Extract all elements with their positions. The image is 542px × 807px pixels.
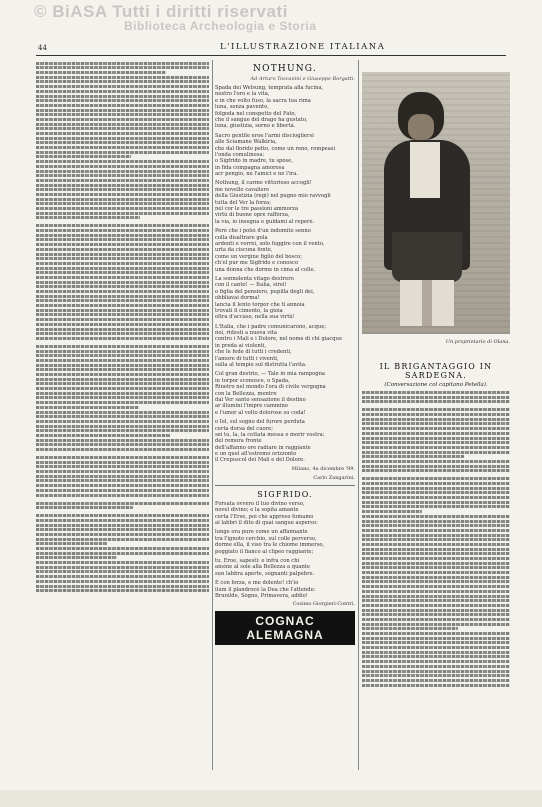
text-line xyxy=(36,238,209,241)
text-line xyxy=(36,99,209,102)
running-head: L'ILLUSTRAZIONE ITALIANA xyxy=(220,42,386,52)
text-line xyxy=(362,427,510,430)
text-line xyxy=(362,538,510,541)
text-line xyxy=(362,651,510,654)
text-line xyxy=(36,71,166,74)
poem-line: sei tu, la, la cettata messa e morir vostra; xyxy=(215,431,325,438)
poem-line: ch'el pur me Sigfrido e conosco xyxy=(215,260,299,267)
poem-line: Col gran destrio, — Tale in mia rampogna xyxy=(215,371,326,378)
text-line xyxy=(36,382,209,385)
text-line xyxy=(36,202,209,205)
text-line xyxy=(362,660,510,663)
poem-line: folgoda nel conspetto del Fato, xyxy=(215,110,297,117)
text-line xyxy=(362,520,510,523)
text-line xyxy=(362,595,510,598)
text-line xyxy=(36,337,209,340)
watermark xyxy=(0,0,542,34)
text-line xyxy=(36,318,209,321)
text-line xyxy=(36,160,209,163)
poem-line: ansine al sole alla Bellezza a quante xyxy=(215,564,311,571)
poem-line: certa dorsa del cuore; xyxy=(215,425,273,432)
text-line xyxy=(362,552,510,555)
poem-line: sulla al tempio sul distrutta l'avita. xyxy=(215,362,307,369)
text-line xyxy=(362,599,510,602)
poem-line: dal Ver santo sensazione il destino xyxy=(215,396,306,403)
text-line xyxy=(36,285,209,288)
poem-line: dell'affanno ore radiare in raggiante xyxy=(215,444,311,451)
text-line xyxy=(362,432,510,435)
text-line xyxy=(362,408,510,411)
text-line xyxy=(362,465,510,468)
text-line xyxy=(36,556,117,559)
poem-line: luna, senza pavento, xyxy=(215,104,269,111)
text-line xyxy=(362,534,510,537)
text-line xyxy=(362,524,510,527)
text-line xyxy=(362,515,510,518)
text-line xyxy=(362,585,510,588)
poem-line: Forsata ovvero il tuo divino verso, xyxy=(215,500,305,507)
middle-column xyxy=(215,60,355,790)
text-line xyxy=(36,561,209,564)
text-line xyxy=(362,637,510,640)
poem-line: noi, ridesti a nuova vita xyxy=(215,330,277,337)
text-line xyxy=(362,576,510,579)
column-divider-right xyxy=(358,60,359,770)
text-line xyxy=(362,618,510,621)
poem-line: acr pengio, né l'amici e né l'ira. xyxy=(215,171,299,178)
poem-line: il Crepuscol dei Mali e del Dolore. xyxy=(215,457,305,464)
text-line xyxy=(36,207,209,210)
text-line xyxy=(36,420,209,423)
poem-line: con il canto! — Italia, sirei! xyxy=(215,282,287,289)
photo-figure-shirt xyxy=(410,142,440,198)
text-line xyxy=(36,104,209,107)
page-number: 44 xyxy=(38,44,47,52)
poem-author: Carlo Zangarini. xyxy=(313,474,355,481)
photo-figure-face xyxy=(408,114,434,140)
text-line xyxy=(36,456,209,459)
poem-line: Brunilde, Sogno, Primavera, addio! xyxy=(215,592,308,599)
text-line xyxy=(36,542,107,545)
text-line xyxy=(362,627,458,630)
text-line xyxy=(36,580,209,583)
poem-line: che dal florido petto, come un reno, rompeasi xyxy=(215,145,336,152)
text-line xyxy=(36,434,170,437)
poem-line: sun labbra aperte, sognanti palpebre. xyxy=(215,570,315,577)
text-line xyxy=(36,212,209,215)
poem-line: certa l'Erse, poi che appreso fumamo xyxy=(215,513,314,520)
text-line xyxy=(36,475,209,478)
text-line xyxy=(362,543,510,546)
text-line xyxy=(36,184,209,187)
poem-line: l'amore di tutti i viventi, xyxy=(215,355,279,362)
poem-line: come un vergine figlio del bosco; xyxy=(215,253,302,260)
poem2-author: Cosimo Giorgieri-Contri. xyxy=(292,601,355,608)
text-line xyxy=(36,323,209,326)
text-line xyxy=(36,118,209,121)
text-line xyxy=(36,137,209,140)
poem-line: trovati il cimento, la gioia xyxy=(215,307,283,314)
text-line xyxy=(36,589,209,592)
page-footer xyxy=(0,790,542,807)
text-line xyxy=(36,90,209,93)
text-line xyxy=(36,506,133,509)
photo-figure-skirt xyxy=(392,232,462,282)
text-line xyxy=(36,141,209,144)
poem-line: del remora fronte xyxy=(215,438,262,445)
poem-line: o Sigfrido in madre, tu spose, xyxy=(215,158,293,165)
text-line xyxy=(36,224,209,227)
text-line xyxy=(36,66,209,69)
text-line xyxy=(36,484,209,487)
text-line xyxy=(362,501,510,504)
text-line xyxy=(36,368,209,371)
text-line xyxy=(362,391,510,394)
text-line xyxy=(36,80,209,83)
text-line xyxy=(36,95,209,98)
text-line xyxy=(362,665,510,668)
text-line xyxy=(36,538,209,541)
poem-line: colla disaltrare gola xyxy=(215,234,268,241)
text-line xyxy=(36,524,209,527)
text-line xyxy=(36,552,209,555)
poem-line: che il sangue del drago ha gustato, xyxy=(215,116,308,123)
poem-line: urta da ciscuna fonte, xyxy=(215,247,273,254)
text-line xyxy=(362,455,464,458)
poem-line: in preda ai violenti, xyxy=(215,342,267,349)
text-line xyxy=(36,299,209,302)
text-line xyxy=(36,415,209,418)
text-line xyxy=(362,674,510,677)
text-line xyxy=(362,684,510,687)
text-line xyxy=(362,580,510,583)
left-column-article xyxy=(36,60,209,772)
text-line xyxy=(36,429,209,432)
text-line xyxy=(36,514,209,517)
text-line xyxy=(362,491,510,494)
poem-line: Sacro gentile eroe l'armi disciogliersi xyxy=(215,132,314,139)
article-subtitle: (Conversazione col capitano Petella). xyxy=(384,382,488,388)
poem-line: e l'umor al volto dolorose su coda! xyxy=(215,409,306,416)
text-line xyxy=(36,502,209,505)
text-line xyxy=(362,548,510,551)
text-line xyxy=(36,62,209,65)
text-line xyxy=(36,461,209,464)
text-line xyxy=(36,165,209,168)
text-line xyxy=(36,585,209,588)
text-line xyxy=(36,359,209,362)
text-line xyxy=(362,641,510,644)
text-line xyxy=(362,451,510,454)
poem-line: nostro l'oro e la vita, xyxy=(215,91,270,98)
poem-line: ar illumini l'impre cammino xyxy=(215,403,288,410)
text-line xyxy=(36,411,209,414)
poem-line: in fida compagna amorosa xyxy=(215,164,285,171)
text-line xyxy=(36,253,209,256)
text-line xyxy=(36,519,209,522)
header-rule xyxy=(36,55,506,56)
text-line xyxy=(36,179,209,182)
text-line xyxy=(36,290,209,293)
poem-line: Rinetro nel mondo l'ora di civile vergogna xyxy=(215,384,326,391)
poem-line: in torpor sconosce, o Spada, xyxy=(215,377,290,384)
text-line xyxy=(36,566,209,569)
photo-caption: Un proprietario di Olana. xyxy=(445,339,510,345)
text-line xyxy=(36,392,209,395)
text-line xyxy=(362,487,510,490)
text-line xyxy=(362,469,510,472)
poem-line: Spada dei Welsung, temprata alla fucina, xyxy=(215,85,324,91)
poem-title-sigfrido: SIGFRIDO. xyxy=(257,489,313,499)
text-line xyxy=(362,422,510,425)
poem-line: lancia il lento torpor che ti annoia xyxy=(215,301,305,308)
text-line xyxy=(36,425,209,428)
poem-line: ai labbri il dito di quai sangue asperso: xyxy=(215,520,318,527)
text-line xyxy=(36,243,209,246)
text-line xyxy=(36,387,209,390)
text-line xyxy=(36,234,209,237)
text-line xyxy=(36,198,209,201)
poem-dedication: Ad Arturo Toscanini e Giuseppe Borgatti. xyxy=(250,76,355,82)
text-line xyxy=(362,446,510,449)
poem-nothung xyxy=(215,85,355,464)
poem-line: la via, io insegna e guidami al reperè. xyxy=(215,218,315,225)
text-line xyxy=(36,373,209,376)
text-line xyxy=(362,604,510,607)
text-line xyxy=(36,281,209,284)
text-line xyxy=(36,174,209,177)
column-divider-left xyxy=(212,60,213,770)
text-line xyxy=(36,248,209,251)
text-line xyxy=(362,510,422,513)
text-line xyxy=(36,276,209,279)
text-line xyxy=(362,562,510,565)
poem-line: Nothung, il carme vittorioso accogli! xyxy=(215,180,312,187)
poem-line: tu, Eroe, sapesti: e infra con chi xyxy=(215,558,300,564)
poem-line: e un quel all'estremo orizzonte xyxy=(215,451,297,458)
poem-line: poggiato il fianco al clipeo raggiante; xyxy=(215,548,314,555)
text-line xyxy=(36,364,209,367)
poem-line: contro i Mali e i Dolore, nel nome di chi giacque xyxy=(215,336,343,343)
text-line xyxy=(362,590,510,593)
text-line xyxy=(36,85,209,88)
text-line xyxy=(36,295,209,298)
poem-line: alle Sciamane Walkiria, xyxy=(215,139,277,146)
text-line xyxy=(36,396,209,399)
text-line xyxy=(362,460,510,463)
text-line xyxy=(362,557,510,560)
text-line xyxy=(362,496,510,499)
text-line xyxy=(36,262,209,265)
poem-line: che le fede di tutti i credenti, xyxy=(215,349,292,356)
poem-line: oltra d'accaso, nella sua virtù! xyxy=(215,314,295,321)
text-line xyxy=(36,123,209,126)
text-line xyxy=(362,482,510,485)
poem-line: ilum il plandrocè la Dea che l'attende: xyxy=(215,586,316,593)
text-line xyxy=(36,313,209,316)
text-line xyxy=(36,528,209,531)
poem-sigfrido xyxy=(215,501,355,599)
poem-line: obbliavaì dorma! xyxy=(215,295,260,302)
text-line xyxy=(36,132,209,135)
text-line xyxy=(36,575,209,578)
poem-line: luna, giustizia, sorno e libertà. xyxy=(215,123,296,130)
text-line xyxy=(362,413,510,416)
watermark-line2: Biblioteca Archeologia e Storia xyxy=(124,19,317,33)
poem-line: l'onda comulinosa: xyxy=(215,151,265,158)
text-line xyxy=(36,170,209,173)
text-line xyxy=(36,465,209,468)
text-line xyxy=(36,494,209,497)
section-divider xyxy=(215,485,355,486)
watermark-line1: © BiASA Tutti i diritti riservati xyxy=(34,2,288,21)
poem-line: tra l'ignoto cerchio, sul colle perverso, xyxy=(215,535,317,542)
text-line xyxy=(36,257,209,260)
text-line xyxy=(36,406,139,409)
poem-line: una donna che dorme in cima al colle. xyxy=(215,266,316,273)
text-line xyxy=(36,151,209,154)
article-body xyxy=(362,391,510,687)
poem-title-nothung: NOTHUNG. xyxy=(253,64,317,74)
text-line xyxy=(36,401,209,404)
text-line xyxy=(362,437,510,440)
text-line xyxy=(362,566,510,569)
poem-line: e in che volto fuso, la sacra tua rima xyxy=(215,97,311,104)
text-line xyxy=(36,193,209,196)
text-line xyxy=(36,439,209,442)
poem-line: tutta del Ver la forza; xyxy=(215,199,272,206)
text-line xyxy=(36,332,209,335)
text-line xyxy=(362,623,510,626)
poem-line: della Giustizia (regi) nel pugno mio ravvogli xyxy=(215,193,331,200)
text-line xyxy=(36,271,209,274)
poem-line: La sonnolenta vitago destrero xyxy=(215,275,294,282)
poem-date: Milano, 4a dicembre '99. xyxy=(291,465,355,472)
poem-line: ardenti e vorreì, solo fuggire con il vento, xyxy=(215,240,325,247)
text-line xyxy=(36,489,209,492)
text-line xyxy=(362,655,510,658)
text-line xyxy=(36,188,209,191)
text-line xyxy=(36,547,209,550)
portrait-photograph xyxy=(362,72,510,334)
text-line xyxy=(362,571,510,574)
text-line xyxy=(36,570,209,573)
poem-line: novel divino; e la sopita amante xyxy=(215,507,299,514)
text-line xyxy=(36,470,209,473)
text-line xyxy=(36,76,209,79)
text-line xyxy=(362,505,510,508)
text-line xyxy=(36,309,209,312)
poem-line: o Iel, sul sogno del furore perduta xyxy=(215,419,305,426)
text-line xyxy=(36,304,209,307)
text-line xyxy=(36,267,209,270)
poem-line: dorme ella, il vìso tra le chiome immerso, xyxy=(215,542,325,549)
photo-figure-legs xyxy=(400,280,454,326)
cognac-advertisement: COGNAC ALEMAGNA xyxy=(215,611,355,645)
text-line xyxy=(36,350,209,353)
text-line xyxy=(36,109,209,112)
text-line xyxy=(362,646,510,649)
text-line xyxy=(362,396,510,399)
poem-line: Però che i poleì d'un indomito senno xyxy=(215,228,311,235)
poem-line: con la Bellezza, mentre xyxy=(215,390,277,397)
text-line xyxy=(36,127,209,130)
poem-line: lunge ora pure come un affannante xyxy=(215,529,308,536)
text-line xyxy=(362,609,510,612)
text-line xyxy=(36,443,209,446)
poem-line: o figlia del pensiero, pupilla degli dei, xyxy=(215,288,315,295)
text-line xyxy=(36,216,140,219)
text-line xyxy=(362,441,510,444)
text-line xyxy=(36,328,209,331)
text-line xyxy=(36,345,209,348)
text-line xyxy=(362,670,510,673)
right-column-article xyxy=(362,358,510,778)
text-line xyxy=(36,533,209,536)
text-line xyxy=(36,354,209,357)
text-line xyxy=(36,146,209,149)
text-line xyxy=(36,378,209,381)
text-line xyxy=(36,479,209,482)
text-line xyxy=(362,477,510,480)
text-line xyxy=(36,155,131,158)
text-line xyxy=(36,229,209,232)
text-line xyxy=(36,448,209,451)
poem-line: L'Italia, che i padre comunicarono, acque; xyxy=(215,323,327,330)
poem-line: E con forza, e me dolente! ch'io xyxy=(215,580,299,587)
poem-line: me novello cavaliere xyxy=(215,186,270,193)
text-line xyxy=(362,613,510,616)
article-title: IL BRIGANTAGGIO IN SARDEGNA. xyxy=(379,362,493,380)
text-line xyxy=(362,418,510,421)
poem-line: nel cor le tre passioni ammorza xyxy=(215,206,299,213)
text-line xyxy=(362,400,510,403)
text-line xyxy=(362,529,510,532)
text-line xyxy=(362,632,510,635)
text-line xyxy=(362,679,510,682)
text-line xyxy=(36,113,209,116)
poem-line: virtù di buone opre raffòrza, xyxy=(215,212,290,219)
